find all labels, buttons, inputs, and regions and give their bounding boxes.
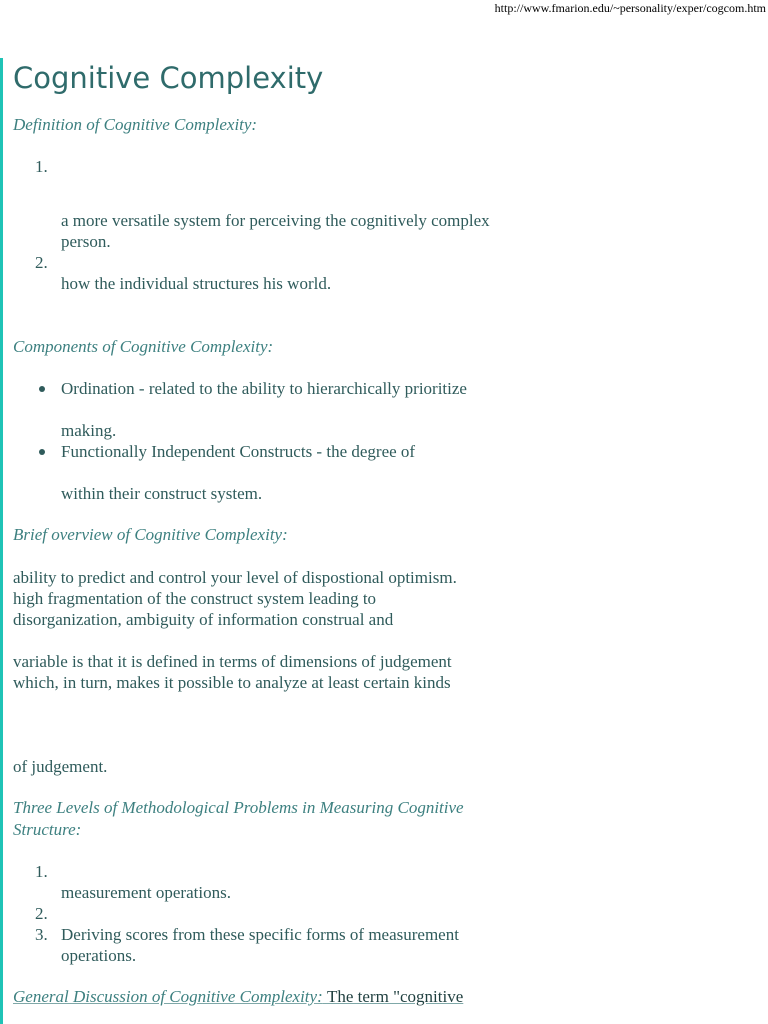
definition-list: [13, 156, 533, 294]
methodology-item-text: measurement operations.: [61, 883, 231, 902]
heading-line: Structure:: [13, 820, 82, 839]
definition-item-text: how the individual structures his world.: [61, 274, 332, 293]
list-number: 2.: [35, 253, 48, 272]
overview-paragraph: [13, 567, 533, 777]
list-item: [13, 252, 533, 294]
source-url: http://www.fmarion.edu/~personality/exper/cogcom.htm: [494, 1, 766, 15]
component-item-line: making.: [61, 421, 117, 440]
component-item-line: Ordination - related to the ability to hierarchically prioritize: [61, 379, 467, 398]
list-item: [13, 861, 533, 903]
general-heading: [13, 986, 533, 1008]
methodology-list: [13, 861, 533, 966]
list-number: 1.: [35, 157, 48, 176]
component-item-line: within their construct system.: [61, 484, 263, 503]
text-line: variable is that it is defined in terms of dimensions of judgement: [13, 652, 452, 671]
component-item-line: Functionally Independent Constructs - the degree of: [61, 442, 416, 461]
methodology-heading: [13, 797, 533, 841]
list-item: [13, 924, 533, 966]
bullet-icon: [39, 386, 45, 392]
components-list: [13, 378, 533, 504]
definition-heading: Definition of Cognitive Complexity:: [13, 115, 258, 134]
general-heading-text: General Discussion of Cognitive Complexity:: [13, 987, 323, 1006]
text-line: which, in turn, makes it possible to analyze at least certain kinds: [13, 673, 451, 692]
bullet-icon: [39, 449, 45, 455]
methodology-item-text: [61, 903, 533, 924]
left-accent-rule: [0, 58, 3, 1024]
list-item: [13, 903, 533, 924]
components-heading: Components of Cognitive Complexity:: [13, 337, 274, 356]
overview-heading: Brief overview of Cognitive Complexity:: [13, 525, 288, 544]
list-number: 2.: [35, 904, 48, 923]
methodology-item-text: Deriving scores from these specific forms of measurement operations.: [61, 925, 459, 965]
list-number: 1.: [35, 862, 48, 881]
text-line: disorganization, ambiguity of information construal and: [13, 610, 394, 629]
list-item: [13, 441, 533, 504]
general-heading-tail: The term "cognitive: [326, 987, 464, 1006]
list-number: 3.: [35, 925, 48, 944]
text-line: high fragmentation of the construct system leading to: [13, 589, 377, 608]
text-line: ability to predict and control your level of dispostional optimism.: [13, 568, 457, 587]
document-page: [13, 58, 533, 1008]
list-item: [13, 156, 533, 252]
list-item: [13, 378, 533, 441]
text-line: of judgement.: [13, 757, 108, 776]
page-title: Cognitive Complexity: [13, 61, 324, 95]
heading-line: Three Levels of Methodological Problems in Measuring Cognitive: [13, 798, 464, 817]
definition-item-text: a more versatile system for perceiving the cognitively complex person.: [61, 211, 490, 251]
